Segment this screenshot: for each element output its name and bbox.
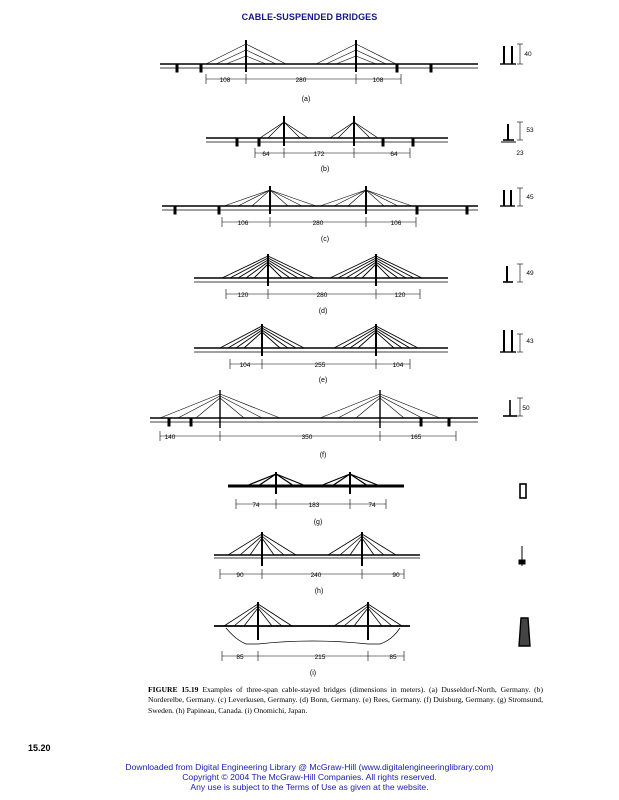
dim-g-side1: 74 [252, 502, 260, 509]
tower-height-b: 53 [526, 127, 534, 134]
dim-f-side1: 140 [164, 434, 176, 441]
dim-f-main: 350 [301, 434, 313, 441]
label-h: (h) [314, 588, 324, 595]
dim-i-side1: 85 [236, 654, 244, 661]
dim-b-side1: 64 [262, 151, 270, 158]
dim-c-side2: 106 [390, 220, 402, 227]
dim-a-main: 280 [295, 77, 307, 84]
bridge-f [150, 390, 523, 441]
tower-base-b: 23 [516, 150, 524, 157]
label-i: (i) [309, 670, 317, 677]
label-c: (c) [320, 236, 330, 243]
label-d: (d) [318, 308, 328, 315]
dim-f-side2: 165 [410, 434, 422, 441]
label-e: (e) [318, 377, 328, 384]
footer-line-1[interactable]: Downloaded from Digital Engineering Library @ McGraw-Hill (www.digitalengineeringlibrary.com) [125, 762, 494, 772]
bridge-b [206, 116, 523, 158]
download-footer [0, 762, 619, 792]
label-b: (b) [320, 166, 330, 173]
dim-c-main: 280 [312, 220, 324, 227]
running-header: CABLE-SUSPENDED BRIDGES [241, 12, 378, 22]
dim-d-side2: 120 [394, 292, 406, 299]
dim-b-side2: 64 [390, 151, 398, 158]
dim-a-side2: 108 [372, 77, 384, 84]
dim-g-side2: 74 [368, 502, 376, 509]
bridge-c [162, 186, 523, 227]
tower-height-f: 50 [522, 405, 530, 412]
dim-b-main: 172 [313, 151, 325, 158]
dim-h-side1: 90 [236, 572, 244, 579]
footer-line-2: Copyright © 2004 The McGraw-Hill Companies. All rights reserved. [182, 772, 437, 782]
tower-height-d: 49 [526, 270, 534, 277]
dim-d-main: 280 [316, 292, 328, 299]
caption-text: Examples of three-span cable-stayed bridges (dimensions in meters). (a) Dusseldorf-North, Germany. (b) Norderelbe, Germany. (c) Leverkusen, Germany. (d) Bonn, Germany. (e) Rees, Germany. (f) Duisburg, Germany. (g) Stromsund, Sweden. (h) Papineau, Canada. (i) Onomichi, Japan. [148, 685, 544, 715]
caption-label: FIGURE 15.19 [148, 685, 199, 694]
tower-height-e: 43 [526, 338, 534, 345]
bridge-a [160, 40, 523, 84]
page-number: 15.20 [28, 743, 51, 753]
label-a: (a) [301, 96, 311, 103]
bridge-g [228, 472, 526, 509]
dim-e-main: 255 [314, 362, 326, 369]
dim-h-main: 240 [310, 572, 322, 579]
dim-h-side2: 90 [392, 572, 400, 579]
bridge-h [214, 532, 525, 579]
footer-line-3[interactable]: Any use is subject to the Terms of Use as given at the website. [190, 782, 429, 792]
label-f: (f) [319, 452, 327, 459]
bridge-i [214, 602, 530, 661]
dim-c-side1: 106 [237, 220, 249, 227]
figure-caption [148, 685, 543, 716]
dim-i-main: 215 [314, 654, 326, 661]
dim-e-side2: 104 [392, 362, 404, 369]
dim-i-side2: 85 [389, 654, 397, 661]
tower-height-c: 45 [526, 194, 534, 201]
label-g: (g) [313, 519, 323, 526]
tower-height-a: 40 [524, 51, 532, 58]
dim-g-main: 183 [308, 502, 320, 509]
dim-d-side1: 120 [237, 292, 249, 299]
dim-e-side1: 104 [239, 362, 251, 369]
dim-a-side1: 108 [219, 77, 231, 84]
